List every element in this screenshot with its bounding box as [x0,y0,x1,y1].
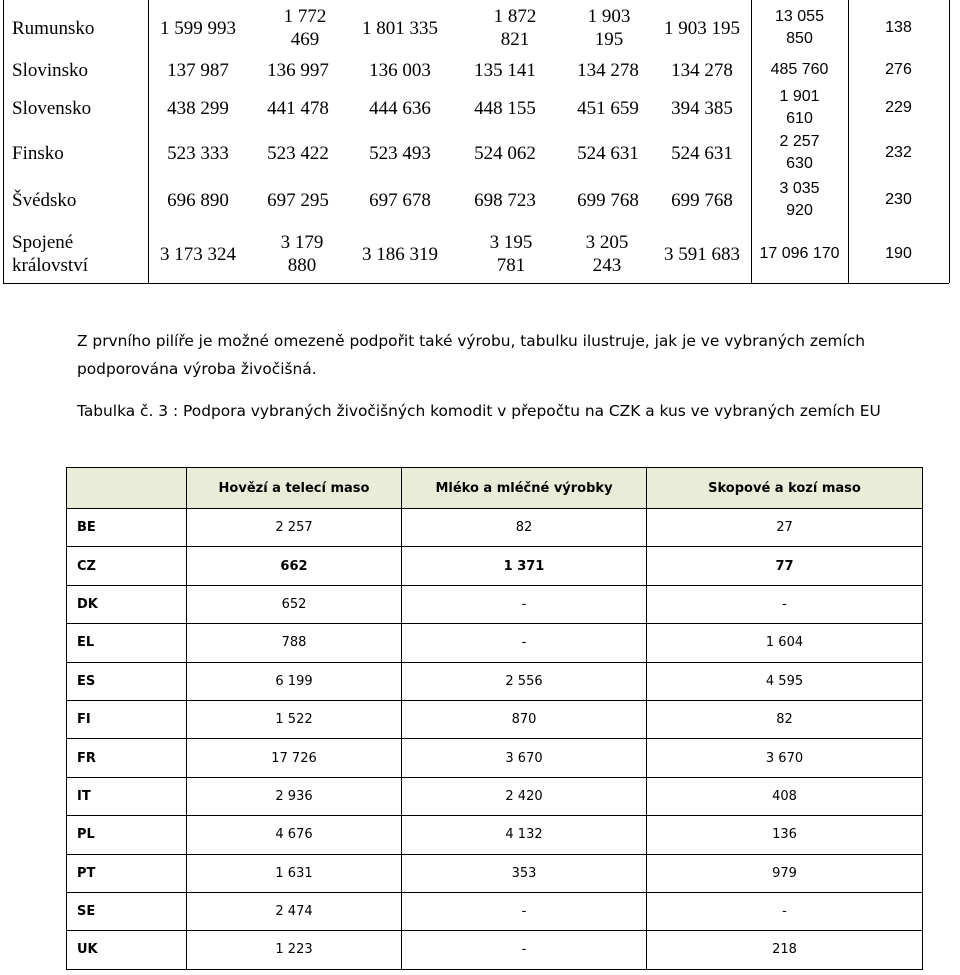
value-cell: 870 [402,700,647,738]
country-code: PL [67,816,187,854]
value-cell: 699 768 [577,189,639,211]
value-cell: 1 872 821 [493,6,537,50]
country-code: IT [67,777,187,815]
value-cell: 1 223 [187,931,402,969]
country-code: SE [67,892,187,930]
value-cell: 524 631 [577,142,639,164]
value-cell: 662 [187,547,402,585]
value-cell: 17 726 [187,739,402,777]
value-cell: 4 595 [647,662,923,700]
value-cell: 3 186 319 [362,243,438,265]
country-cell: Finsko [12,142,64,164]
value-cell: 451 659 [577,97,639,119]
value-cell: 652 [187,585,402,623]
value-cell: 408 [647,777,923,815]
corner-cell [67,468,187,509]
value-cell: 697 295 [267,189,329,211]
value-cell: 1 631 [187,854,402,892]
table-row [67,662,923,700]
value-cell: 699 768 [671,189,733,211]
total-cell: 13 055 850 [775,8,824,47]
value-cell: 438 299 [167,97,229,119]
value-cell: 82 [647,700,923,738]
value-cell: 979 [647,854,923,892]
value-cell: 2 474 [187,892,402,930]
value-cell: 697 678 [369,189,431,211]
value-cell: 1 903 195 [587,6,631,50]
value-cell: 1 371 [402,547,647,585]
value-cell: 698 723 [474,189,536,211]
table-row [67,892,923,930]
value-cell: 27 [647,509,923,547]
value-cell: 1 599 993 [160,17,236,39]
last-cell: 138 [885,19,912,36]
total-cell: 485 760 [770,61,829,78]
value-cell: 134 278 [671,59,733,81]
value-cell: 1 801 335 [362,17,438,39]
value-cell: 441 478 [267,97,329,119]
value-cell: 2 936 [187,777,402,815]
table-row [0,2,960,54]
value-cell: 3 179 880 [280,232,324,276]
country-code: FI [67,700,187,738]
value-cell: 135 141 [474,59,536,81]
value-cell: 77 [647,547,923,585]
value-cell: 136 [647,816,923,854]
value-cell: 448 155 [474,97,536,119]
country-code: EL [67,624,187,662]
value-cell: 523 333 [167,142,229,164]
country-code: BE [67,509,187,547]
value-cell: 136 003 [369,59,431,81]
value-cell: 134 278 [577,59,639,81]
value-cell: 2 420 [402,777,647,815]
country-code: CZ [67,547,187,585]
table-row [67,816,923,854]
table-row [0,130,960,176]
support-table [66,467,923,970]
value-cell: 3 195 781 [489,232,533,276]
value-cell: - [402,892,647,930]
last-cell: 276 [885,61,912,78]
country-cell: Slovensko [12,97,92,119]
value-cell: 2 257 [187,509,402,547]
value-cell: - [647,892,923,930]
value-cell: 3 670 [647,739,923,777]
table-row [0,56,960,84]
value-cell: 524 062 [474,142,536,164]
value-cell: 136 997 [267,59,329,81]
country-code: DK [67,585,187,623]
value-cell: 3 591 683 [664,243,740,265]
table-row [67,854,923,892]
last-cell: 232 [885,144,912,161]
table-row [67,931,923,969]
table-row [67,624,923,662]
value-cell: - [402,931,647,969]
country-cell: Rumunsko [12,17,95,39]
value-cell: 523 493 [369,142,431,164]
value-cell: 137 987 [167,59,229,81]
last-cell: 229 [885,99,912,116]
value-cell: 6 199 [187,662,402,700]
column-header: Hovězí a telecí maso [187,468,402,509]
table-row [67,777,923,815]
country-cell: Spojené království [12,232,88,276]
value-cell: 3 173 324 [160,243,236,265]
value-cell: 3 205 243 [585,232,629,276]
last-cell: 190 [885,245,912,262]
value-cell: 1 522 [187,700,402,738]
value-cell: 523 422 [267,142,329,164]
total-cell: 1 901 610 [779,88,820,127]
table-header-row [67,468,923,509]
table-row [0,226,960,282]
table-row [67,739,923,777]
total-cell: 2 257 630 [779,133,820,172]
value-cell: - [647,585,923,623]
value-cell: 3 670 [402,739,647,777]
table-row [67,547,923,585]
country-code: PT [67,854,187,892]
country-code: FR [67,739,187,777]
table-caption: Tabulka č. 3 : Podpora vybraných živočišných komodit v přepočtu na CZK a kus ve vybraných zemích EU [77,402,881,420]
total-cell: 17 096 170 [759,245,840,262]
country-cell: Slovinsko [12,59,89,81]
value-cell: 218 [647,931,923,969]
column-header: Mléko a mléčné výrobky [402,468,647,509]
value-cell: 4 676 [187,816,402,854]
value-cell: 353 [402,854,647,892]
body-paragraph: Z prvního pilíře je možné omezeně podpořit také výrobu, tabulku ilustruje, jak je ve vybraných zemích podporována výroba živočišná. [77,332,865,378]
table-row [67,700,923,738]
country-cell: Švédsko [12,189,77,211]
column-header: Skopové a kozí maso [647,468,923,509]
value-cell: - [402,624,647,662]
country-code: ES [67,662,187,700]
value-cell: - [402,585,647,623]
table-row [0,86,960,130]
value-cell: 788 [187,624,402,662]
value-cell: 1 772 469 [283,6,327,50]
value-cell: 394 385 [671,97,733,119]
value-cell: 1 604 [647,624,923,662]
value-cell: 696 890 [167,189,229,211]
table-row [67,509,923,547]
total-cell: 3 035 920 [779,180,820,219]
value-cell: 82 [402,509,647,547]
value-cell: 524 631 [671,142,733,164]
value-cell: 444 636 [369,97,431,119]
table-row [67,585,923,623]
value-cell: 2 556 [402,662,647,700]
last-cell: 230 [885,191,912,208]
country-code: UK [67,931,187,969]
table-row [0,176,960,224]
value-cell: 4 132 [402,816,647,854]
value-cell: 1 903 195 [664,17,740,39]
